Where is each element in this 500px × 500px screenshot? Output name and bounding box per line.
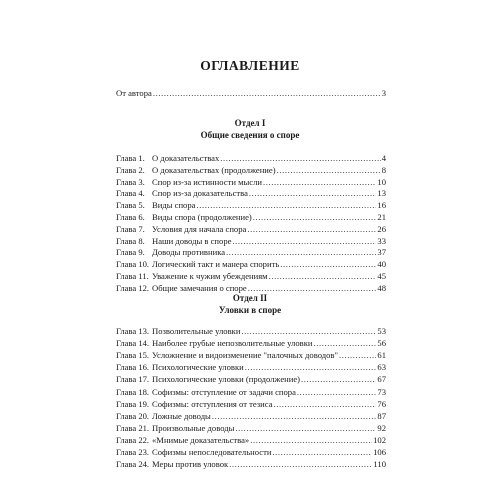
- toc-entry-page: 102: [373, 434, 386, 445]
- toc-entry[interactable]: [116, 337, 386, 349]
- dot-leader: [241, 325, 376, 337]
- toc-entry[interactable]: [116, 246, 386, 258]
- dot-leader: [339, 349, 376, 361]
- toc-entry-title: Виды спора (продолжение): [152, 212, 252, 222]
- dot-leader: [253, 211, 377, 223]
- toc-entry-chapter: Глава 14.: [116, 338, 150, 349]
- toc-entry[interactable]: [116, 446, 386, 458]
- toc-entry-chapter: Глава 19.: [116, 398, 150, 409]
- toc-entry-page: 33: [377, 235, 386, 246]
- toc-entry[interactable]: [116, 258, 386, 270]
- toc-entry[interactable]: [116, 211, 386, 223]
- dot-leader: [229, 458, 372, 470]
- toc-entry-title: Психологические уловки: [152, 362, 244, 373]
- toc-entry-title: Условия для начала спора: [152, 223, 247, 234]
- toc-entry-chapter: Глава 5.: [116, 200, 145, 211]
- toc-entry-title: Психологические уловки (продолжение): [152, 374, 301, 385]
- page-title: ОГЛАВЛЕНИЕ: [200, 58, 300, 73]
- toc-entry-chapter: Глава 23.: [116, 447, 150, 457]
- toc-entry-title: Доводы противника: [152, 247, 226, 258]
- dot-leader: [269, 270, 377, 282]
- toc-entry-page: 3: [381, 88, 386, 98]
- section-subheading: Общие сведения о споре: [200, 130, 300, 140]
- toc-entry-page: 16: [377, 200, 386, 211]
- toc-entry[interactable]: [116, 187, 386, 199]
- toc-entry-page: 4: [381, 153, 386, 163]
- toc-entry-title: О доказательствах (продолжение): [152, 164, 276, 175]
- toc-entry-title: Позволительные уловки: [152, 326, 241, 336]
- toc-entry-page: 48: [377, 282, 386, 293]
- section-heading: Отдел II: [232, 293, 268, 303]
- toc-entry-page: 13: [377, 188, 386, 199]
- dot-leader: [280, 258, 376, 270]
- toc-entry-title: Спор из-за доказательства: [152, 188, 248, 199]
- dot-leader: [272, 446, 372, 458]
- toc-entry-title: Произвольные доводы: [152, 422, 235, 433]
- toc-entry-page: 73: [377, 386, 386, 397]
- toc-entry-title: «Мнимые доказательства»: [152, 434, 250, 445]
- toc-entry-chapter: Глава 8.: [116, 235, 145, 246]
- toc-entry-page: 56: [377, 338, 386, 349]
- dot-leader: [220, 152, 380, 164]
- toc-entry-page: 37: [377, 247, 386, 258]
- toc-entry-page: 21: [377, 212, 386, 222]
- toc-entry-page: 63: [377, 362, 386, 373]
- section-subheading: Уловки в споре: [218, 305, 282, 315]
- toc-entry[interactable]: [116, 458, 386, 470]
- toc-entry-title: О доказательствах: [152, 153, 220, 163]
- dot-leader: [226, 246, 376, 258]
- toc-entry-chapter: Глава 15.: [116, 350, 150, 361]
- toc-entry-title: Наиболее грубые непозволительные уловки: [152, 338, 313, 349]
- toc-entry-title: Виды спора: [152, 200, 196, 211]
- toc-entry-chapter: Глава 20.: [116, 410, 150, 421]
- toc-entry[interactable]: [116, 361, 386, 373]
- toc-entry-page: 67: [377, 374, 386, 385]
- toc-entry-chapter: Глава 2.: [116, 164, 145, 175]
- toc-entry-title: Спор из-за истинности мысли: [152, 176, 262, 187]
- dot-leader: [235, 422, 376, 434]
- toc-entry-page: 40: [377, 259, 386, 270]
- toc-entry-title: Общие замечания о споре: [152, 282, 247, 293]
- toc-entry-chapter: Глава 6.: [116, 212, 145, 222]
- toc-entry[interactable]: [116, 434, 386, 446]
- toc-entry[interactable]: [116, 410, 386, 422]
- toc-entry-page: 92: [377, 422, 386, 433]
- toc-entry-page: 61: [377, 350, 386, 361]
- section-heading: Отдел I: [234, 118, 266, 128]
- toc-entry-title: Софизмы непоследовательности: [152, 447, 272, 457]
- toc-entry[interactable]: [116, 235, 386, 247]
- toc-entry-page: 26: [377, 223, 386, 234]
- toc-entry-title: Усложнение и видоизменение "палочных доводов": [152, 350, 338, 361]
- toc-entry[interactable]: [116, 164, 386, 176]
- toc-entry-chapter: Глава 9.: [116, 247, 145, 258]
- dot-leader: [313, 337, 376, 349]
- toc-entry-title: Логический такт и манера спорить: [152, 259, 280, 270]
- dot-leader: [245, 361, 377, 373]
- dot-leader: [196, 199, 376, 211]
- toc-entry-title: Меры против уловок: [152, 459, 229, 470]
- toc-entry-chapter: Глава 1.: [116, 153, 145, 163]
- toc-entry[interactable]: [116, 270, 386, 282]
- toc-entry-chapter: Глава 11.: [116, 271, 149, 281]
- toc-entry-chapter: Глава 7.: [116, 223, 145, 234]
- toc-entry-chapter: Глава 17.: [116, 374, 150, 385]
- toc-entry-title: Наши доводы в споре: [152, 235, 232, 246]
- toc-entry-page: 53: [377, 326, 386, 336]
- dot-leader: [301, 373, 376, 385]
- toc-entry-page: 45: [377, 271, 386, 281]
- dot-leader: [297, 386, 376, 398]
- toc-entry-chapter: Глава 3.: [116, 176, 145, 187]
- toc-entry-page: 10: [377, 176, 386, 187]
- dot-leader: [232, 235, 376, 247]
- toc-entry[interactable]: [116, 422, 386, 434]
- dot-leader: [274, 398, 377, 410]
- toc-entry-intro[interactable]: [116, 87, 386, 99]
- toc-entry[interactable]: [116, 152, 386, 164]
- toc-entry-chapter: Глава 4.: [116, 188, 145, 199]
- toc-entry-title: Софизмы: отступления от тезиса: [152, 398, 273, 409]
- toc-entry-title: Софизмы: отступление от задачи спора: [152, 386, 296, 397]
- toc-entry[interactable]: [116, 199, 386, 211]
- toc-entry[interactable]: [116, 373, 386, 385]
- toc-entry[interactable]: [116, 176, 386, 188]
- toc-entry-page: 76: [377, 398, 386, 409]
- toc-entry-page: 87: [377, 410, 386, 421]
- toc-entry-title: Ложные доводы: [152, 410, 211, 421]
- toc-entry-chapter: Глава 10.: [116, 259, 150, 270]
- dot-leader: [247, 223, 376, 235]
- toc-entry[interactable]: [116, 349, 386, 361]
- toc-entry[interactable]: [116, 398, 386, 410]
- toc-entry-chapter: Глава 13.: [116, 326, 150, 336]
- toc-entry-title: Уважение к чужим убеждениям: [152, 271, 268, 281]
- dot-leader: [249, 187, 376, 199]
- toc-entry-title: От автора: [116, 88, 152, 98]
- toc-entry[interactable]: [116, 325, 386, 337]
- toc-entry[interactable]: [116, 386, 386, 398]
- dot-leader: [263, 176, 376, 188]
- dot-leader: [153, 87, 381, 99]
- toc-entry-chapter: Глава 21.: [116, 422, 150, 433]
- dot-leader: [277, 164, 381, 176]
- toc-entry-page: 110: [373, 459, 386, 470]
- toc-entry-chapter: Глава 18.: [116, 386, 150, 397]
- toc-entry-chapter: Глава 24.: [116, 459, 150, 470]
- dot-leader: [212, 410, 377, 422]
- toc-entry[interactable]: [116, 223, 386, 235]
- toc-entry-page: 106: [373, 447, 386, 457]
- toc-entry-chapter: Глава 12.: [116, 282, 150, 293]
- toc-entry-page: 8: [381, 164, 386, 175]
- toc-entry-chapter: Глава 22.: [116, 434, 150, 445]
- toc-entry-chapter: Глава 16.: [116, 362, 150, 373]
- dot-leader: [250, 434, 372, 446]
